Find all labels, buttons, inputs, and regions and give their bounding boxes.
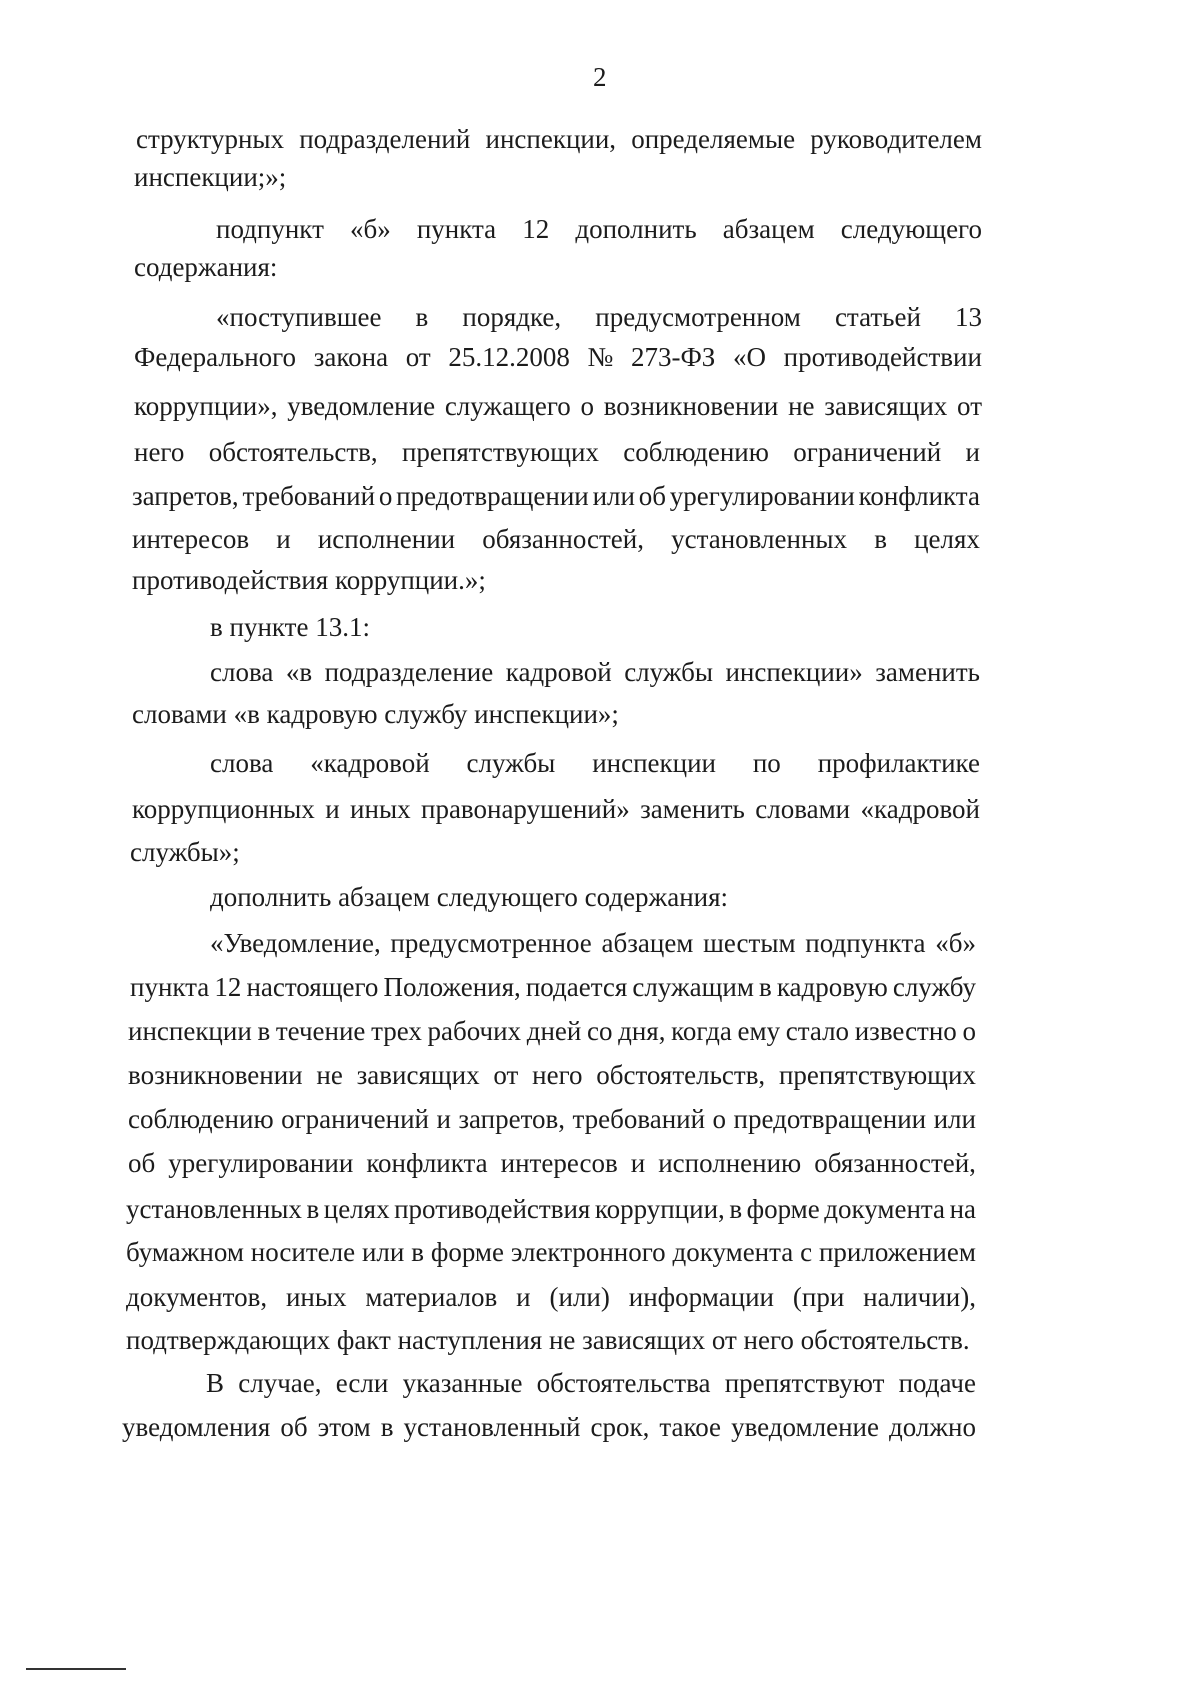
word: подразделений [299, 124, 471, 154]
word: целях [914, 524, 980, 554]
word: «б» [349, 214, 391, 244]
word: препятствующих [401, 437, 599, 467]
word: пункта [416, 214, 497, 244]
word: кадровую [776, 972, 888, 1002]
word: дополнить [575, 214, 697, 244]
word: об [638, 481, 666, 511]
word: подразделение [324, 657, 494, 687]
word: «О [733, 342, 766, 372]
word: известно [854, 1016, 957, 1046]
word: обязанностей, [482, 524, 644, 554]
word: 25.12.2008 [448, 342, 570, 372]
text-line [210, 926, 976, 960]
text-line [128, 1014, 976, 1048]
word: документа [824, 1194, 946, 1224]
text-line [206, 1366, 976, 1400]
word: урегулировании [669, 481, 855, 511]
word: запретов, [458, 1104, 566, 1134]
word: ему [737, 1016, 781, 1046]
word: интересов [500, 1148, 618, 1178]
word: в [411, 1237, 424, 1267]
word: уведомление [287, 391, 436, 421]
text-line [126, 1192, 976, 1226]
word: материалов [365, 1282, 498, 1312]
word: форме [430, 1237, 504, 1267]
word: о [962, 1016, 976, 1046]
word: 12 [522, 214, 550, 244]
word: зависящих [824, 391, 948, 421]
word: электронного [510, 1237, 666, 1267]
word: служащего [444, 391, 571, 421]
word: установленный [403, 1412, 581, 1442]
word: в [729, 1194, 743, 1224]
word: об [280, 1412, 308, 1442]
word: или [933, 1104, 976, 1134]
word: инспекции» [725, 657, 863, 687]
word: если [335, 1368, 389, 1398]
word: урегулировании [168, 1148, 354, 1178]
word: не [316, 1060, 343, 1090]
word: стало [785, 1016, 850, 1046]
footer-rule [26, 1668, 126, 1670]
text-line [130, 970, 976, 1004]
word: указанные [402, 1368, 523, 1398]
word: инспекции, [485, 124, 617, 154]
word: (при [792, 1282, 845, 1312]
word: «кадровой [860, 794, 980, 824]
word: носителе [250, 1237, 356, 1267]
text-line [128, 1146, 976, 1180]
word: иных [350, 794, 411, 824]
word: с [800, 1237, 813, 1267]
word: конфликта [858, 481, 980, 511]
word: возникновении [128, 1060, 303, 1090]
word: подаче [898, 1368, 976, 1398]
word: со [586, 1016, 613, 1046]
word: запретов, [132, 481, 239, 511]
text-line [216, 212, 982, 246]
text-line: противодействия коррупции.»; [132, 565, 486, 595]
word: документа [672, 1237, 794, 1267]
text-line [122, 1410, 976, 1444]
word: подпункт [216, 214, 324, 244]
word: дня, [618, 1016, 666, 1046]
word: течение [275, 1016, 366, 1046]
word: руководителем [810, 124, 982, 154]
word: профилактике [817, 748, 980, 778]
word: в [759, 972, 772, 1002]
word: или [361, 1237, 405, 1267]
text-line [126, 1280, 976, 1314]
text-line: дополнить абзацем следующего содержания: [210, 882, 729, 912]
word: рабочих [427, 1016, 522, 1046]
word: коррупции, [594, 1194, 725, 1224]
text-line [210, 746, 980, 780]
text-line [134, 435, 980, 469]
word: шестым [703, 928, 796, 958]
word: «Уведомление, [210, 928, 381, 958]
word: установленных [126, 1194, 302, 1224]
word: интересов [132, 524, 250, 554]
text-line [136, 122, 982, 156]
word: в [415, 302, 429, 332]
word: иных [285, 1282, 347, 1312]
word: «в [285, 657, 313, 687]
word: препятствуют [724, 1368, 885, 1398]
word: уведомления [122, 1412, 271, 1442]
word: бумажном [126, 1237, 244, 1267]
word: препятствующих [778, 1060, 976, 1090]
word: инспекции [592, 748, 716, 778]
word: ограничений [281, 1104, 429, 1134]
word: от [405, 342, 431, 372]
word: целях [323, 1194, 390, 1224]
word: обстоятельств, [596, 1060, 766, 1090]
word: и [965, 437, 980, 467]
text-line [128, 1058, 976, 1092]
word: информации [628, 1282, 774, 1312]
word: заменить [875, 657, 980, 687]
word: подпункта [805, 928, 926, 958]
word: исполнении [317, 524, 456, 554]
word: в [306, 1194, 320, 1224]
word: инспекции [128, 1016, 252, 1046]
text-line: службы»; [130, 837, 240, 867]
word: него [532, 1060, 583, 1090]
word: и [436, 1104, 451, 1134]
word: случае, [238, 1368, 322, 1398]
word: установленных [671, 524, 848, 554]
word: «б» [935, 928, 976, 958]
word: в [874, 524, 887, 554]
word: правонарушений» [421, 794, 630, 824]
word: в [380, 1412, 394, 1442]
text-line [128, 1102, 976, 1136]
word: статьей [834, 302, 921, 332]
word: предотвращении [396, 481, 589, 511]
text-line [132, 479, 980, 513]
word: предусмотренное [390, 928, 592, 958]
text-line [134, 340, 982, 374]
word: «кадровой [310, 748, 430, 778]
text-line: подтверждающих факт наступления не зависящих от него обстоятельств. [126, 1325, 970, 1355]
word: В [206, 1368, 225, 1398]
word: пункта [130, 972, 210, 1002]
word: закона [313, 342, 389, 372]
word: службы [624, 657, 713, 687]
word: службы [466, 748, 556, 778]
word: такое [659, 1412, 722, 1442]
word: исполнению [658, 1148, 802, 1178]
word: и [630, 1148, 646, 1178]
text-line [216, 300, 982, 334]
word: противодействии [783, 342, 982, 372]
word: определяемые [631, 124, 796, 154]
word: 273-ФЗ [630, 342, 716, 372]
text-line: инспекции;»; [134, 162, 287, 192]
word: трех [371, 1016, 422, 1046]
word: срок, [590, 1412, 650, 1442]
text-line [134, 389, 982, 423]
word: обстоятельства [536, 1368, 711, 1398]
word: соблюдению [623, 437, 769, 467]
word: абзацем [601, 928, 694, 958]
text-line [126, 1235, 976, 1269]
word: в [257, 1016, 271, 1046]
text-line: словами «в кадровую службу инспекции»; [132, 699, 619, 729]
word: и [325, 794, 340, 824]
word: требований [572, 1104, 706, 1134]
word: возникновении [603, 391, 779, 421]
word: службу [892, 972, 976, 1002]
word: соблюдению [128, 1104, 274, 1134]
word: 13 [954, 302, 982, 332]
word: не [788, 391, 815, 421]
text-line: в пункте 13.1: [210, 612, 370, 642]
word: него [134, 437, 185, 467]
word: требований [242, 481, 376, 511]
word: о [580, 391, 594, 421]
word: когда [671, 1016, 732, 1046]
word: абзацем [722, 214, 815, 244]
word: конфликта [366, 1148, 488, 1178]
word: словами [755, 794, 851, 824]
word: от [957, 391, 982, 421]
word: от [493, 1060, 519, 1090]
word: заменить [640, 794, 745, 824]
word: обязанностей, [814, 1148, 976, 1178]
word: коррупции», [134, 391, 278, 421]
word: наличии), [863, 1282, 976, 1312]
word: предотвращении [733, 1104, 927, 1134]
word: или [592, 481, 635, 511]
text-line [210, 655, 980, 689]
text-line [132, 792, 980, 826]
word: структурных [136, 124, 285, 154]
word: слова [210, 748, 274, 778]
page-number: 2 [593, 62, 607, 92]
word: предусмотренном [595, 302, 801, 332]
word: порядке, [462, 302, 562, 332]
word: и [516, 1282, 531, 1312]
word: о [378, 481, 393, 511]
word: дней [526, 1016, 582, 1046]
word: коррупционных [132, 794, 315, 824]
word: этом [317, 1412, 371, 1442]
word: и [276, 524, 291, 554]
word: ограничений [793, 437, 942, 467]
text-line: содержания: [134, 252, 278, 282]
word: форме [746, 1194, 820, 1224]
word: зависящих [356, 1060, 480, 1090]
word: № [587, 342, 614, 372]
word: по [752, 748, 781, 778]
word: приложением [818, 1237, 976, 1267]
word: кадровой [505, 657, 612, 687]
word: подается [525, 972, 628, 1002]
word: Федерального [134, 342, 297, 372]
word: служащим [632, 972, 754, 1002]
word: 12 [214, 972, 242, 1002]
word: настоящего [246, 972, 379, 1002]
word: должно [888, 1412, 976, 1442]
word: Положения, [383, 972, 521, 1002]
word: следующего [840, 214, 982, 244]
word: обстоятельств, [208, 437, 378, 467]
word: об [128, 1148, 156, 1178]
word: о [712, 1104, 727, 1134]
word: слова [210, 657, 274, 687]
word: на [949, 1194, 976, 1224]
word: (или) [549, 1282, 610, 1312]
word: уведомление [731, 1412, 879, 1442]
word: противодействия [394, 1194, 591, 1224]
word: документов, [126, 1282, 268, 1312]
word: «поступившее [216, 302, 382, 332]
text-line [132, 522, 980, 556]
